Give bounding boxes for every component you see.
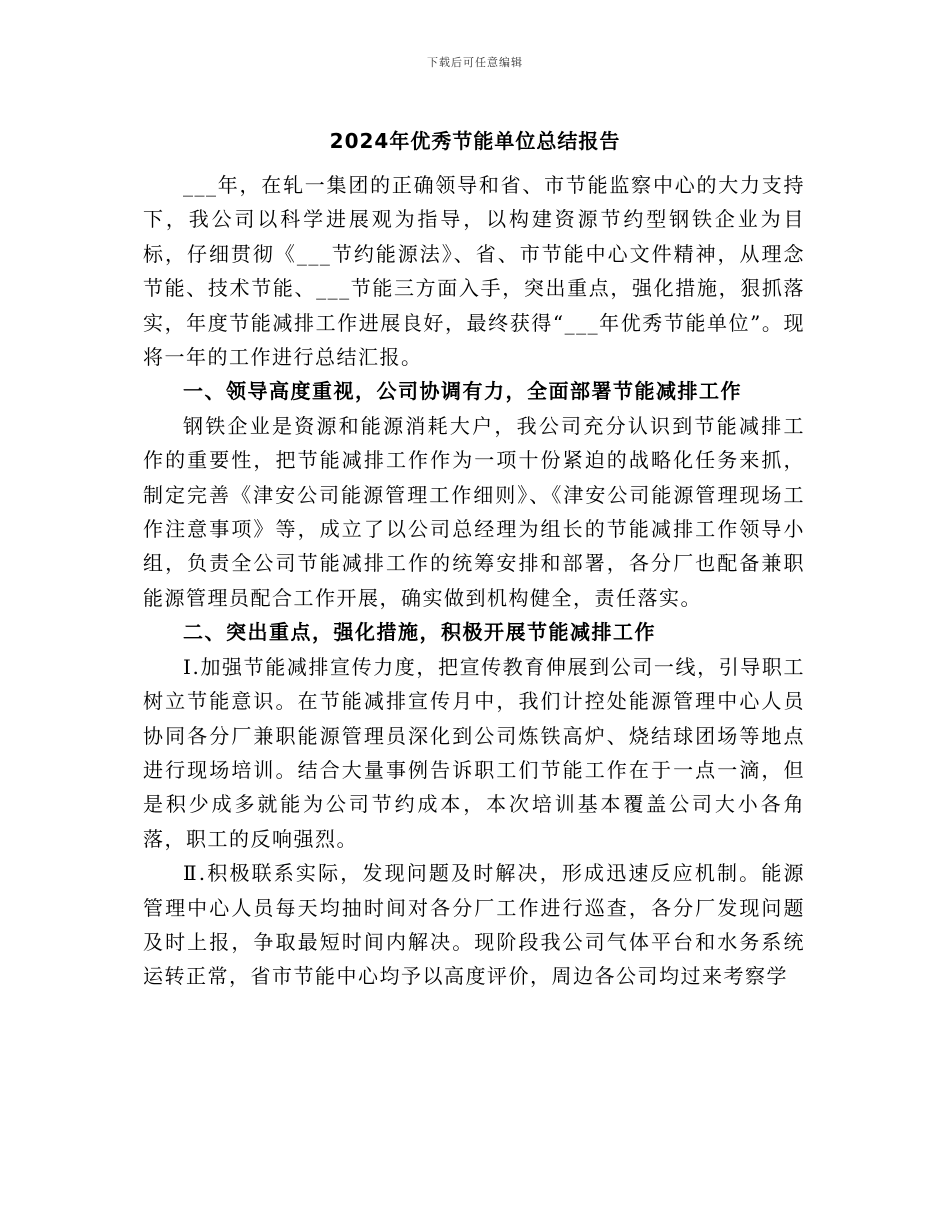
document-title: 2024年优秀节能单位总结报告 [329,129,621,153]
paragraph-item-2: Ⅱ.积极联系实际，发现问题及时解决，形成迅速反应机制。能源管理中心人员每天均抽时间对各分厂工作进行巡查，各分厂发现问题及时上报，争取最短时间内解决。现阶段我公司气体平台和水务系统运转正常，省市节能中心均予以高度评价，周边各公司均过来考察学 [143,861,805,989]
paragraph-intro: ___年，在轧一集团的正确领导和省、市节能监察中心的大力支持下，我公司以科学进展观为指导，以构建资源节约型钢铁企业为目标，仔细贯彻《___节约能源法》、省、市节能中心文件精神，从理念节能、技术节能、___节能三方面入手，突出重点，强化措施，狠抓落实，年度节能减排工作进展良好，最终获得“___年优秀节能单位”。现将一年的工作进行总结汇报。 [143,173,805,370]
paragraph-item-1: Ⅰ.加强节能减排宣传力度，把宣传教育伸展到公司一线，引导职工树立节能意识。在节能减排宣传月中，我们计控处能源管理中心人员协同各分厂兼职能源管理员深化到公司炼铁高炉、烧结球团场等地点进行现场培训。结合大量事例告诉职工们节能工作在于一点一滴，但是积少成多就能为公司节约成本，本次培训基本覆盖公司大小各角落，职工的反响强烈。 [143,654,805,851]
section-heading-1: 一、领导高度重视，公司协调有力，全面部署节能减排工作 [183,379,742,404]
header-note: 下载后可任意编辑 [427,56,523,69]
paragraph-section-1: 钢铁企业是资源和能源消耗大户，我公司充分认识到节能减排工作的重要性，把节能减排工作作为一项十份紧迫的战略化任务来抓，制定完善《津安公司能源管理工作细则》、《津安公司能源管理现场工作注意事项》等，成立了以公司总经理为组长的节能减排工作领导小组，负责全公司节能减排工作的统筹安排和部署，各分厂也配备兼职能源管理员配合工作开展，确实做到机构健全，责任落实。 [143,413,805,610]
document-body [143,168,805,994]
section-heading-2: 二、突出重点，强化措施，积极开展节能减排工作 [183,620,656,645]
